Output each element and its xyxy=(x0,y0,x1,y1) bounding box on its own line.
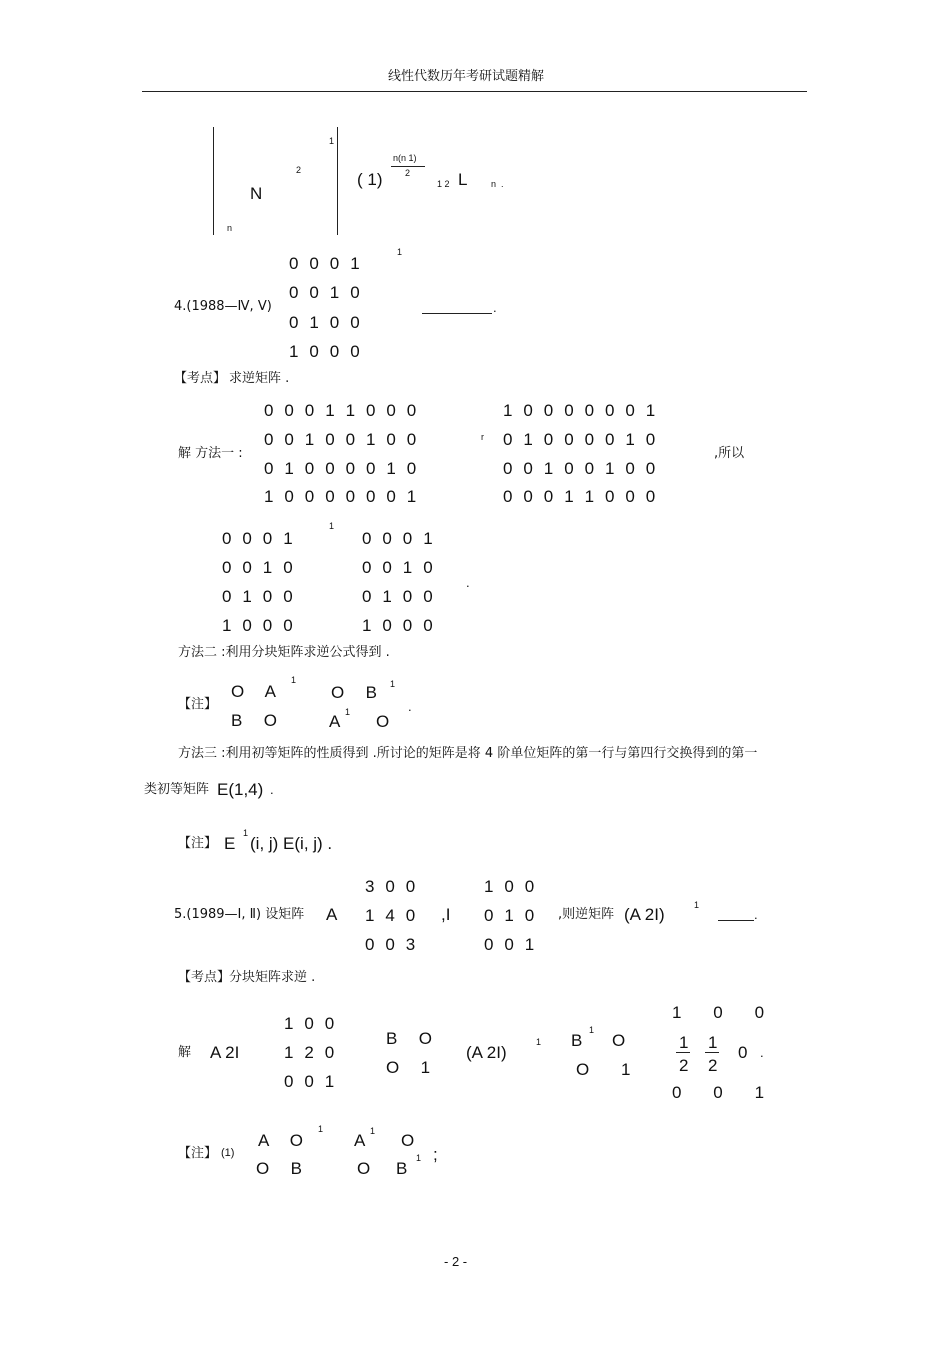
block-row: O 1 xyxy=(386,1058,431,1077)
problem-4-label: 4.(1988—Ⅳ, Ⅴ) xyxy=(174,299,272,314)
blank-period: . xyxy=(493,300,497,315)
aug-left-row: 0 0 0 1 1 0 0 0 xyxy=(264,401,417,420)
kaodian-text: 分块矩阵求逆 . xyxy=(229,970,316,985)
exponent-numerator: n(n 1) xyxy=(393,153,417,163)
semicolon: ; xyxy=(433,1145,438,1164)
sub-n: n xyxy=(227,223,233,233)
inverse-sup: 1 xyxy=(390,679,396,689)
result-dot: . xyxy=(466,575,470,590)
matI-row: 1 0 0 xyxy=(484,877,535,896)
result-left-row: 1 0 0 0 xyxy=(222,616,294,635)
aug-left-row: 0 0 1 0 0 1 0 0 xyxy=(264,430,417,449)
block-O: O xyxy=(376,712,390,731)
matrix-row: 0 0 0 1 xyxy=(289,254,361,273)
running-header: 线性代数历年考研试题精解 xyxy=(388,69,545,84)
result-row: 0 0 1 xyxy=(672,1083,765,1102)
kaodian-text: 求逆矩阵 . xyxy=(229,371,290,386)
inverse-sup: 1 xyxy=(416,1153,422,1163)
block-O: O xyxy=(357,1159,371,1178)
note-tag: 【注】 xyxy=(178,836,218,851)
sol-mat-row: 1 0 0 xyxy=(284,1014,335,1033)
solution-label: 解 方法一 : xyxy=(178,446,243,461)
inverse-sup: 1 xyxy=(345,707,351,717)
result-right-row: 0 1 0 0 xyxy=(362,587,434,606)
det-left-bar xyxy=(213,127,214,235)
symbol-L: L xyxy=(458,170,468,189)
method-2-text: 方法二 :利用分块矩阵求逆公式得到 . xyxy=(178,645,390,660)
inverse-sup: 1 xyxy=(291,675,297,685)
block-left-row: O A xyxy=(231,682,277,701)
solution-label: 解 xyxy=(178,1045,192,1060)
inverse-sup: 1 xyxy=(318,1124,324,1134)
answer-blank xyxy=(718,920,754,921)
inverse-sup: 1 xyxy=(694,900,700,910)
sol-mat-row: 0 0 1 xyxy=(284,1072,335,1091)
block-O: O xyxy=(401,1131,415,1150)
note-number: (1) xyxy=(221,1147,235,1159)
frac-den: 2 xyxy=(708,1056,718,1075)
sup-1: 1 xyxy=(329,136,335,146)
solution-expr: A 2I xyxy=(210,1043,240,1062)
aug-left-row: 1 0 0 0 0 0 0 1 xyxy=(264,487,417,506)
note-tag: 【注】 xyxy=(178,697,218,712)
block-left-row: O B xyxy=(256,1159,303,1178)
block-left-row: B O xyxy=(231,711,278,730)
block-row: B O xyxy=(386,1029,433,1048)
symbol-N: N xyxy=(250,184,263,203)
solution-suffix: ,所以 xyxy=(714,446,745,461)
sub-12: 1 2 xyxy=(437,179,450,189)
det-right-bar xyxy=(337,127,338,235)
sol-mat-row: 1 2 0 xyxy=(284,1043,335,1062)
sub-n-end: n xyxy=(491,179,497,189)
inverse-sup: 1 xyxy=(370,1126,376,1136)
result-left-row: 0 0 1 0 xyxy=(222,558,294,577)
inverse-sup: 1 xyxy=(589,1025,595,1035)
frac-den: 2 xyxy=(679,1056,689,1075)
matrix-row: 0 1 0 0 xyxy=(289,313,361,332)
problem-5-label: 5.(1989—Ⅰ, Ⅱ) 设矩阵 xyxy=(174,907,305,922)
block-A: A xyxy=(354,1131,366,1150)
block-right-row: O B xyxy=(331,683,378,702)
result-dot: . xyxy=(760,1045,764,1060)
exponent-bar xyxy=(391,166,425,167)
end-dot: . xyxy=(501,179,504,189)
row-op-mark: r xyxy=(481,432,484,442)
header-rule xyxy=(142,91,807,92)
kaodian-tag: 【考点】 xyxy=(178,970,231,985)
result-row: 1 0 0 xyxy=(672,1003,765,1022)
kaodian-tag: 【考点】 xyxy=(174,371,227,386)
aug-right-row: 0 0 0 1 1 0 0 0 xyxy=(503,487,656,506)
inverse-expr: (A 2I) xyxy=(466,1043,507,1062)
aug-right-row: 0 0 1 0 0 1 0 0 xyxy=(503,459,656,478)
answer-blank xyxy=(422,313,492,314)
inverse-sup: 1 xyxy=(397,247,403,257)
matA-row: 1 4 0 xyxy=(365,906,416,925)
frac-num: 1 xyxy=(708,1033,718,1052)
method-3-line-2: 类初等矩阵 xyxy=(144,782,210,797)
symbol-E: E xyxy=(224,834,236,853)
inverse-sup: 1 xyxy=(329,521,335,531)
blank-period: . xyxy=(754,907,758,922)
fraction-bar xyxy=(676,1052,690,1053)
block-B: B xyxy=(396,1159,408,1178)
page-number: - 2 - xyxy=(444,1254,468,1269)
frac-num: 1 xyxy=(679,1033,689,1052)
result-left-row: 0 0 0 1 xyxy=(222,529,294,548)
I-label: ,I xyxy=(441,905,451,924)
problem-5-mid: ,则逆矩阵 xyxy=(558,907,615,922)
aug-right-row: 0 1 0 0 0 0 1 0 xyxy=(503,430,656,449)
matI-row: 0 1 0 xyxy=(484,906,535,925)
block2-row: O 1 xyxy=(576,1060,632,1079)
matA-row: 3 0 0 xyxy=(365,877,416,896)
block-left-row: A O xyxy=(258,1131,304,1150)
aug-right-row: 1 0 0 0 0 0 0 1 xyxy=(503,401,656,420)
result-zero: 0 xyxy=(738,1043,748,1062)
inverse-sup: 1 xyxy=(536,1037,542,1047)
matrix-row: 0 0 1 0 xyxy=(289,283,361,302)
symbol-A: A xyxy=(326,905,338,924)
matA-row: 0 0 3 xyxy=(365,935,416,954)
exponent-denominator: 2 xyxy=(405,168,411,178)
result-right-row: 0 0 1 0 xyxy=(362,558,434,577)
inverse-sup: 1 xyxy=(243,828,249,838)
result-right-row: 1 0 0 0 xyxy=(362,616,434,635)
note-tag: 【注】 xyxy=(178,1146,218,1161)
minus-one: ( 1) xyxy=(357,170,383,189)
note-2-expr: (i, j) E(i, j) . xyxy=(250,834,333,853)
method-3-dot: . xyxy=(270,782,274,797)
E-1-4: E(1,4) xyxy=(217,780,264,799)
block-A: A xyxy=(329,712,341,731)
result-right-row: 0 0 0 1 xyxy=(362,529,434,548)
method-3-line-1: 方法三 :利用初等矩阵的性质得到 .所讨论的矩阵是将 4 阶单位矩阵的第一行与第四行交换得到的第一 xyxy=(178,746,758,761)
block2-O: O xyxy=(612,1031,626,1050)
matrix-row: 1 0 0 0 xyxy=(289,342,361,361)
matI-row: 0 0 1 xyxy=(484,935,535,954)
block2-B: B xyxy=(571,1031,583,1050)
fraction-bar xyxy=(705,1052,719,1053)
result-left-row: 0 1 0 0 xyxy=(222,587,294,606)
note-dot: . xyxy=(408,699,412,714)
aug-left-row: 0 1 0 0 0 0 1 0 xyxy=(264,459,417,478)
inverse-expr: (A 2I) xyxy=(624,905,665,924)
sup-2: 2 xyxy=(296,165,302,175)
